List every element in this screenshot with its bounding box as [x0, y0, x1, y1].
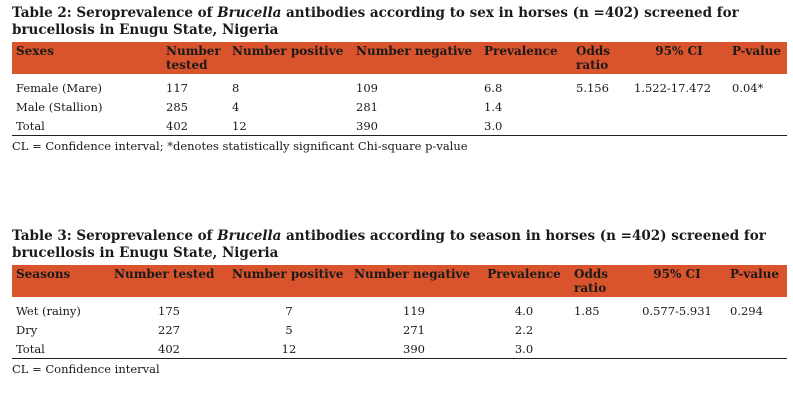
table-2 — [12, 42, 787, 135]
header-odds-ratio: Odds ratio — [574, 267, 608, 295]
cell — [726, 339, 787, 358]
cell — [570, 320, 628, 339]
table-row — [12, 116, 787, 135]
cell: 5 — [285, 322, 293, 337]
table-row — [12, 320, 787, 339]
table-2-title: Table 2: Seroprevalence of Brucella antibodies according to sex in horses (n =402) screened for brucellosis in Enugu State, Nigeria — [12, 5, 739, 38]
cell: 12 — [281, 341, 297, 356]
table-row — [12, 339, 787, 358]
cell: 3.0 — [484, 118, 503, 133]
header-number-tested: Number tested — [166, 44, 221, 72]
cell — [728, 97, 787, 116]
cell: 109 — [356, 80, 378, 95]
cell: 6.8 — [484, 80, 503, 95]
cell — [572, 97, 630, 116]
cell: 390 — [356, 118, 378, 133]
cell: 0.577-5.931 — [642, 303, 712, 318]
table-3-footnote: CL = Confidence interval — [12, 362, 160, 376]
header-odds-ratio: Odds ratio — [576, 44, 610, 72]
cell: 0.294 — [730, 303, 763, 318]
cell: Wet (rainy) — [16, 303, 81, 318]
cell: 402 — [166, 118, 188, 133]
cell: 5.156 — [576, 80, 609, 95]
cell: 117 — [166, 80, 188, 95]
header-number-negative: Number negative — [356, 44, 473, 58]
table-2-footnote: CL = Confidence interval; *denotes statistically significant Chi-square p-value — [12, 139, 468, 153]
cell: 402 — [158, 341, 180, 356]
cell: Male (Stallion) — [16, 99, 103, 114]
header-p-value: P-value — [730, 267, 780, 281]
cell: 390 — [403, 341, 425, 356]
cell: 4 — [232, 99, 240, 114]
header-95-ci: 95% CI — [655, 44, 703, 58]
cell: 227 — [158, 322, 180, 337]
cell: Total — [16, 341, 45, 356]
header-seasons: Seasons — [16, 267, 71, 281]
header-prevalence: Prevalence — [487, 267, 561, 281]
cell — [570, 339, 628, 358]
table-header-row — [12, 265, 787, 297]
header-p-value: P-value — [732, 44, 782, 58]
cell: Female (Mare) — [16, 80, 102, 95]
cell: 0.04* — [732, 80, 764, 95]
cell: 119 — [403, 303, 425, 318]
cell: Total — [16, 118, 45, 133]
header-number-negative: Number negative — [354, 267, 471, 281]
cell: 285 — [166, 99, 188, 114]
table-2-block — [12, 5, 787, 153]
header-number-positive: Number positive — [232, 267, 344, 281]
header-number-tested: Number tested — [114, 267, 215, 281]
table-row — [12, 97, 787, 116]
cell: 4.0 — [514, 303, 534, 318]
cell: 1.522-17.472 — [634, 80, 712, 95]
cell: Dry — [16, 322, 38, 337]
cell: 3.0 — [514, 341, 534, 356]
table-3 — [12, 265, 787, 358]
cell — [630, 116, 728, 135]
cell: 281 — [356, 99, 378, 114]
cell: 1.4 — [484, 99, 503, 114]
cell — [628, 339, 726, 358]
cell — [628, 320, 726, 339]
cell: 1.85 — [574, 303, 600, 318]
cell: 2.2 — [514, 322, 534, 337]
cell — [728, 116, 787, 135]
header-prevalence: Prevalence — [484, 44, 558, 58]
header-number-positive: Number positive — [232, 44, 344, 58]
cell: 271 — [403, 322, 425, 337]
table-header-row — [12, 42, 787, 74]
cell — [630, 97, 728, 116]
table-row — [12, 74, 787, 97]
cell: 12 — [232, 118, 247, 133]
table-3-block — [12, 228, 787, 376]
table-row — [12, 297, 787, 320]
cell — [572, 116, 630, 135]
header-sexes: Sexes — [16, 44, 54, 58]
cell: 8 — [232, 80, 240, 95]
header-95-ci: 95% CI — [653, 267, 701, 281]
table-3-title: Table 3: Seroprevalence of Brucella antibodies according to season in horses (n =402) screened for brucellosis in Enugu State, Nigeria — [12, 228, 766, 261]
cell — [726, 320, 787, 339]
cell: 7 — [285, 303, 293, 318]
cell: 175 — [158, 303, 180, 318]
